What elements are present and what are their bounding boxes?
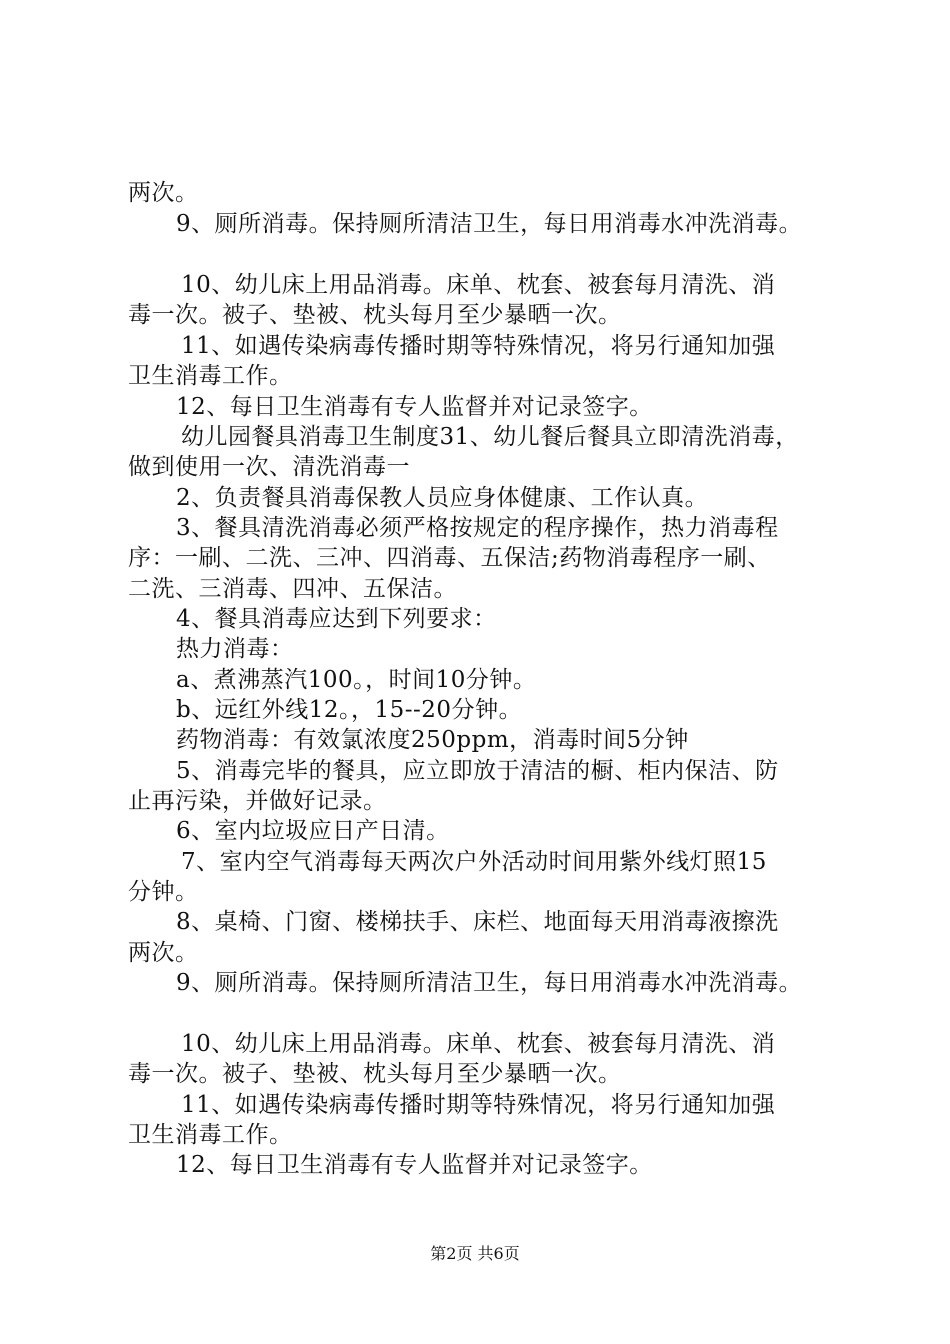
text-line: 止再污染，并做好记录。 (128, 788, 387, 814)
text-line: b、远红外线12。，15--20分钟。 (176, 697, 523, 723)
text-line: 9、厕所消毒。保持厕所清洁卫生，每日用消毒水冲洗消毒。 (176, 970, 803, 996)
text-line: 二洗、三消毒、四冲、五保洁。 (128, 576, 457, 602)
text-line: 毒一次。被子、垫被、枕头每月至少暴晒一次。 (128, 302, 622, 328)
text-line: 10、幼儿床上用品消毒。床单、枕套、被套每月清洗、消 (181, 272, 776, 298)
text-line: 7、室内空气消毒每天两次户外活动时间用紫外线灯照15 (181, 849, 767, 875)
text-line: 5、消毒完毕的餐具，应立即放于清洁的橱、柜内保洁、防 (176, 758, 779, 784)
text-line: 序：一刷、二洗、三冲、四消毒、五保洁;药物消毒程序一刷、 (128, 545, 771, 571)
text-line: 两次。 (128, 180, 199, 206)
text-line: 3、餐具清洗消毒必须严格按规定的程序操作，热力消毒程 (176, 515, 779, 541)
text-line: 9、厕所消毒。保持厕所清洁卫生，每日用消毒水冲洗消毒。 (176, 211, 803, 237)
text-line: a、煮沸蒸汽100。，时间10分钟。 (176, 667, 537, 693)
text-line: 卫生消毒工作。 (128, 363, 293, 389)
text-line: 2、负责餐具消毒保教人员应身体健康、工作认真。 (176, 485, 709, 511)
text-line: 做到使用一次、清洗消毒一 (128, 454, 410, 480)
text-line: 6、室内垃圾应日产日清。 (176, 818, 450, 844)
text-line: 12、每日卫生消毒有专人监督并对记录签字。 (176, 394, 653, 420)
text-line: 卫生消毒工作。 (128, 1122, 293, 1148)
text-line: 8、桌椅、门窗、楼梯扶手、床栏、地面每天用消毒液擦洗 (176, 909, 779, 935)
text-line: 11、如遇传染病毒传播时期等特殊情况，将另行通知加强 (181, 333, 776, 359)
text-line: 幼儿园餐具消毒卫生制度31、幼儿餐后餐具立即清洗消毒， (181, 424, 799, 450)
text-line: 10、幼儿床上用品消毒。床单、枕套、被套每月清洗、消 (181, 1031, 776, 1057)
text-line: 11、如遇传染病毒传播时期等特殊情况，将另行通知加强 (181, 1092, 776, 1118)
text-line: 毒一次。被子、垫被、枕头每月至少暴晒一次。 (128, 1061, 622, 1087)
text-line: 热力消毒： (176, 636, 294, 662)
text-line: 4、餐具消毒应达到下列要求： (176, 606, 497, 632)
text-line: 药物消毒：有效氯浓度250ppm，消毒时间5分钟 (176, 727, 689, 753)
text-line: 12、每日卫生消毒有专人监督并对记录签字。 (176, 1152, 653, 1178)
text-line: 分钟。 (128, 879, 199, 905)
text-line: 两次。 (128, 940, 199, 966)
page-number-footer: 第2页 共6页 (430, 1244, 520, 1263)
